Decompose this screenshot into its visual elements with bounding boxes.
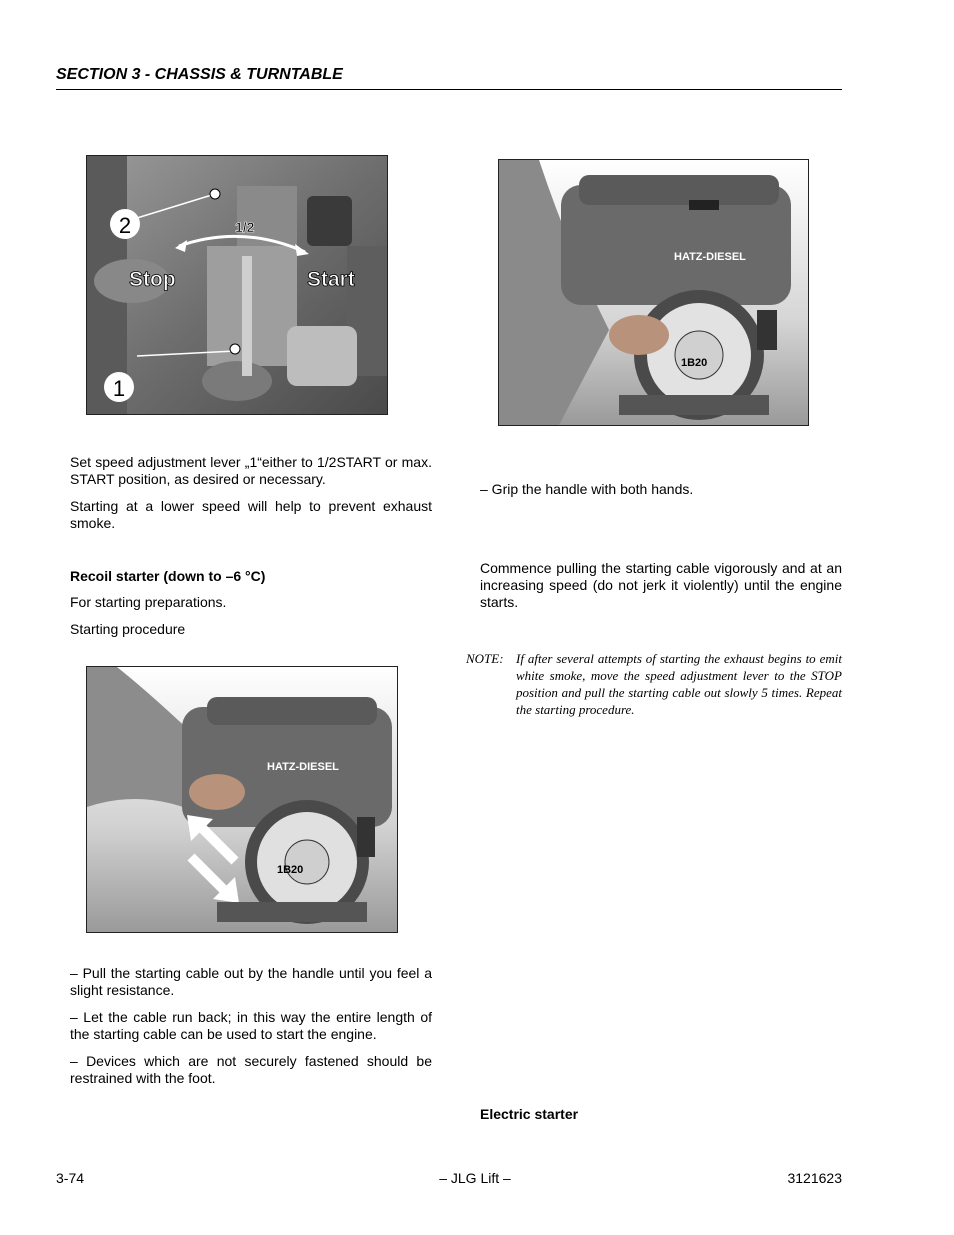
heading-recoil-starter: Recoil starter (down to –6 °C) xyxy=(70,568,266,584)
pull-cable-photo xyxy=(86,666,398,933)
note-label: NOTE: xyxy=(466,651,504,666)
half-label: 1/2 xyxy=(235,219,255,235)
para-cable-run-back: – Let the cable run back; in this way the entire length of the starting cable can be used to start the engine. xyxy=(70,1009,432,1042)
doc-number: 3121623 xyxy=(787,1170,842,1186)
para-procedure: Starting procedure xyxy=(70,621,186,637)
para-grip-handle: – Grip the handle with both hands. xyxy=(480,481,694,497)
section-title: SECTION 3 - CHASSIS & TURNTABLE xyxy=(56,66,343,83)
para-lower-speed: Starting at a lower speed will help to prevent exhaust smoke. xyxy=(70,498,432,531)
para-commence-pulling: Commence pulling the starting cable vigorously and at an increasing speed (do not jerk it violently) until the engine starts. xyxy=(480,560,842,610)
heading-electric-starter: Electric starter xyxy=(480,1106,579,1122)
start-label: Start xyxy=(307,268,355,291)
brand-label-bottom: HATZ-DIESEL xyxy=(267,761,339,773)
grip-handle-photo xyxy=(498,159,809,426)
para-pull-cable: – Pull the starting cable out by the handle until you feel a slight resistance. xyxy=(70,965,432,998)
footer-center: – JLG Lift – xyxy=(439,1170,511,1186)
para-preparations: For starting preparations. xyxy=(70,594,227,610)
header-rule xyxy=(56,89,842,90)
model-label-bottom: 1B20 xyxy=(277,864,304,876)
callout-2: 2 xyxy=(118,213,132,238)
model-label-top: 1B20 xyxy=(681,357,708,369)
note-text: If after several attempts of starting the exhaust begins to emit white smoke, move the speed adjustment lever to the STOP position and pull the starting cable out slowly 5 times. Repeat the starting procedure. xyxy=(516,651,842,717)
callout-1: 1 xyxy=(112,376,126,401)
page-number: 3-74 xyxy=(56,1170,85,1186)
stop-label: Stop xyxy=(129,268,176,291)
brand-label-top: HATZ-DIESEL xyxy=(674,251,746,263)
para-devices: – Devices which are not securely fastened should be restrained with the foot. xyxy=(70,1053,432,1086)
para-speed-lever: Set speed adjustment lever „1“either to 1/2START or max. START position, as desired or necessary. xyxy=(70,454,432,487)
speed-lever-photo xyxy=(86,155,388,415)
